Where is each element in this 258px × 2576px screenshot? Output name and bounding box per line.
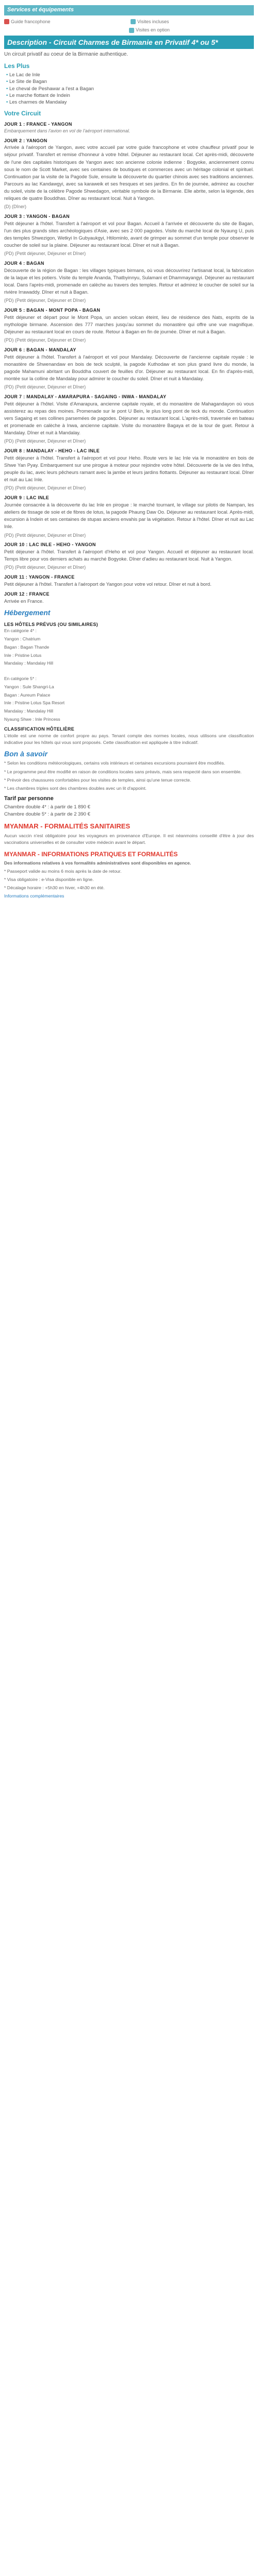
practical-subtitle: Des informations relatives à vos formalités administratives sont disponibles en agence.	[4, 860, 191, 866]
practical-item: * Décalage horaire : +5h30 en hiver, +4h30 en été.	[4, 885, 105, 890]
day-description: Petit déjeuner à l'hôtel. Transfert à l'aéroport de Yangon pour votre vol retour. Dîner et nuit à bord.	[4, 581, 212, 587]
day-block	[4, 307, 254, 344]
day-block	[4, 591, 254, 605]
plus-title: Les Plus	[4, 62, 30, 70]
plus-item: • Le Site de Bagan	[6, 78, 254, 85]
hotel-line: Yangon : Sule Shangri-La	[4, 684, 54, 689]
bon-a-savoir-item: * Selon les conditions météorologiques, certains vols intérieurs et certaines excursions pourraient être modifiés.	[4, 760, 225, 766]
day-heading: JOUR 6 : BAGAN - MANDALAY	[4, 347, 76, 353]
day-description: Journée consacrée à la découverte du lac Inle en pirogue : le marché tournant, le village sur pilotis de Nampan, les ateliers de tissage de soie et de fibres de lotus, la pagode Phaung Daw Oo. Déjeuner au restaurant local. Après-midi, excursion à Indein et ses centaines de stupas anciens envahis par la végétation. Retour à l'hôtel. Dîner et nuit au Lac Inle.	[4, 502, 254, 530]
hotel-line: Bagan : Aureum Palace	[4, 692, 51, 698]
day-block	[4, 448, 254, 492]
hotel-line: Inle : Pristine Lotus	[4, 652, 42, 658]
tab-guide[interactable]	[4, 19, 127, 25]
day-block	[4, 574, 254, 588]
page-title: Description - Circuit Charmes de Birmanie en Privatif 4* ou 5*	[4, 36, 254, 49]
hotel-line: Nyaung Shwe : Inle Princess	[4, 716, 60, 722]
hotel-line: Mandalay : Mandalay Hill	[4, 660, 53, 666]
hotels-list	[4, 628, 254, 722]
hotel-line: Mandalay : Mandalay Hill	[4, 708, 53, 714]
day-meals: (PD) (Petit déjeuner, Déjeuner et Dîner)	[4, 298, 86, 303]
practical-item: * Visa obligatoire : e-Visa disponible en ligne.	[4, 876, 94, 882]
day-block	[4, 213, 254, 257]
day-heading: JOUR 7 : MANDALAY - AMARAPURA - SAGAING - INWA - MANDALAY	[4, 394, 167, 400]
hotels-label: LES HÔTELS PRÉVUS (OU SIMILAIRES)	[4, 621, 98, 627]
day-meals: (PD) (Petit déjeuner, Déjeuner et Dîner)	[4, 438, 86, 444]
bon-a-savoir-item: * Les chambres triples sont des chambres doubles avec un lit d'appoint.	[4, 785, 147, 791]
practical-title: MYANMAR - INFORMATIONS PRATIQUES ET FORMALITÉS	[4, 850, 178, 858]
day-heading: JOUR 1 : FRANCE - YANGON	[4, 122, 72, 127]
optional-visit-icon	[129, 28, 134, 33]
day-block	[4, 394, 254, 445]
plus-list	[4, 72, 254, 106]
tab-visits[interactable]	[131, 19, 254, 25]
tab-optional-visits[interactable]	[129, 27, 254, 33]
plus-item: • Les charmes de Mandalay	[6, 99, 254, 106]
plus-item: • Le cheval de Peshawar a l'est a Bagan	[6, 86, 254, 92]
sanitary-text: Aucun vaccin n'est obligatoire pour les voyageurs en provenance d'Europe. Il est néanmoins conseillé d'être à jour des vaccinations universelles et de consulter votre médecin avant le départ.	[4, 833, 254, 845]
bon-a-savoir-item: * Le programme peut être modifié en raison de conditions locales sans préavis, mais sera respecté dans son ensemble.	[4, 769, 242, 774]
day-heading: JOUR 5 : BAGAN - MONT POPA - BAGAN	[4, 308, 101, 313]
page	[0, 0, 258, 910]
day-heading: JOUR 12 : FRANCE	[4, 591, 50, 597]
price-row: Chambre double 4* : à partir de 1 890 €	[4, 804, 90, 810]
plus-item: • Le Lac de Inle	[6, 72, 254, 78]
day-block	[4, 541, 254, 571]
visit-icon	[131, 19, 136, 24]
tab-guide-label: Guide francophone	[11, 19, 51, 24]
practical-item: * Passeport valide au moins 6 mois après la date de retour.	[4, 868, 122, 874]
day-meals: (PD) (Petit déjeuner, Déjeuner et Dîner)	[4, 532, 86, 538]
day-meals: (PD) (Petit déjeuner, Déjeuner et Dîner)	[4, 251, 86, 257]
day-heading: JOUR 2 : YANGON	[4, 138, 47, 143]
classification-text: L'étoile est une norme de confort propre au pays. Tenant compte des normes locales, nous utilisons une classification indicative pour les hôtels qui vous sont proposés. Cette classification est appliquée à titre indicatif.	[4, 733, 254, 745]
practical-list	[4, 868, 254, 891]
day-meals: (PD) (Petit déjeuner, Déjeuner et Dîner)	[4, 485, 86, 491]
hotel-line: Inle : Pristine Lotus Spa Resort	[4, 700, 65, 706]
services-section-header: Services et équipements	[4, 5, 254, 15]
day-description: Petit déjeuner à l'hôtel. Transfert à l'aéroport d'Heho et vol pour Yangon. Accueil et déjeuner au restaurant local. Temps libre pour vos derniers achats au marché Bogyoke. Dîner d'adieu au restaurant local. Nuit à Yangon.	[4, 549, 254, 562]
itinerary	[4, 121, 254, 605]
day-description: Arrivée à l'aéroport de Yangon, avec votre accueil par votre guide francophone et votre chauffeur privatif pour le séjour privatif. Transfert et remise d'honneur à votre hôtel. Déjeuner au restaurant local. Cet après-midi, découverte de l'une des capitales historiques de Yangon avec son ancienne colonie indienne : Bogyoke, anciennement connu sous le nom de Scott Market, avec ses centaines de boutiques et commerces avec un héritage colonial et spirituel. Continuation par la visite de la Pagode Sule, ensuite la découverte du quartier chinois avec ses traditions anciennes. Parcours au lac Kandawgyi, avec sa karaweik et ses fresques et ses jardins. En fin de journée, admirez au coucher du soleil, visite de la célèbre Pagode Shwedagon, véritable symbole de la Birmanie. Elle abrite, selon la légende, des reliques de quatre Bouddhas. Dîner au restaurant local. Nuit à Yangon.	[4, 145, 254, 201]
hotel-line: Yangon : Chatrium	[4, 636, 41, 642]
day-meals: (PD) (Petit déjeuner, Déjeuner et Dîner)	[4, 565, 86, 570]
day-block	[4, 138, 254, 211]
classification-title: CLASSIFICATION HÔTELIÈRE	[4, 726, 75, 732]
day-heading: JOUR 4 : BAGAN	[4, 261, 44, 266]
bon-a-savoir-list	[4, 760, 254, 791]
price-row: Chambre double 5* : à partir de 2 390 €	[4, 811, 90, 817]
day-heading: JOUR 10 : LAC INLE - HEHO - YANGON	[4, 542, 96, 548]
tab-visits-label: Visites incluses	[137, 19, 169, 24]
day-block	[4, 121, 254, 134]
hotel-line: Bagan : Bagan Thande	[4, 644, 50, 650]
day-block	[4, 495, 254, 538]
day-description: Petit déjeuner à l'hôtel. Visite d'Amarapura, ancienne capitale royale, et du monastère de Mahagandayon où vous assisterez au repas des moines. Promenade sur le pont U Bein, le plus long pont de teck du monde. Continuation vers Sagaing et ses collines parsemées de pagodes. Déjeuner au restaurant local. L'après-midi, traversée en bateau et promenade en calèche à Inwa, ancienne capitale. Visite du monastère Bagaya et de la tour de guet. Retour à Mandalay. Dîner et nuit à Mandalay.	[4, 401, 254, 436]
day-meals: (D) (Dîner)	[4, 204, 26, 210]
bon-a-savoir-item: * Prévoir des chaussures confortables pour les visites de temples, ainsi qu'une tenue correcte.	[4, 777, 191, 783]
plus-item: • Le marche flottant de Indein	[6, 92, 254, 99]
day-description: Petit déjeuner à l'hôtel. Transfert à l'aéroport et vol pour Heho. Route vers le lac Inle via le monastère en bois de Shwe Yan Pyay. Embarquement sur une pirogue à moteur pour rejoindre votre hôtel. Découverte de la vie des Intha, peuple du lac, avec leurs pêcheurs ramant avec la jambe et leurs jardins flottants. Déjeuner au restaurant local. Dîner et nuit au Lac Inle.	[4, 455, 254, 483]
day-block	[4, 347, 254, 391]
day-meals: (PD) (Petit déjeuner, Déjeuner et Dîner)	[4, 337, 86, 343]
more-info-link[interactable]: Informations complémentaires	[4, 893, 64, 899]
hebergement-title: Hébergement	[4, 608, 51, 617]
day-heading: JOUR 9 : LAC INLE	[4, 495, 50, 501]
service-tabs	[4, 19, 254, 25]
bon-a-savoir-title: Bon à savoir	[4, 749, 48, 758]
day-description: Petit déjeuner à l'hôtel. Transfert à l'aéroport et vol pour Mandalay. Découverte de l'ancienne capitale royale : le monastère de Shwenandaw en bois de teck sculpté, la pagode Kuthodaw et son plus grand livre du monde, la pagode Mahamuni abritant un Bouddha couvert de feuilles d'or. Déjeuner au restaurant local. En fin d'après-midi, montée sur la colline de Mandalay pour admirer le coucher du soleil. Dîner et nuit à Mandalay.	[4, 354, 254, 382]
hotel-line	[4, 668, 254, 674]
price-table	[4, 804, 254, 818]
page-subtitle: Un circuit privatif au coeur de la Birmanie authentique.	[4, 52, 128, 58]
price-title: Tarif par personne	[4, 795, 54, 802]
day-description: Arrivée en France.	[4, 598, 44, 604]
tab-optional-label: Visites en option	[136, 27, 170, 33]
guide-icon	[4, 19, 9, 24]
circuit-title: Votre Circuit	[4, 109, 41, 117]
day-description: Découverte de la région de Bagan : les villages typiques birmans, où vous découvrirez l'artisanat local, la fabrication de la laque et les potiers. Visite du temple Ananda, Thatbyinnyu, Sulamani et Dhammayangyi. Déjeuner au restaurant local. Dans l'après-midi, promenade en calèche au travers des temples. Retour et admirez le coucher de soleil sur la rivière Irrawaddy. Dîner et nuit à Bagan.	[4, 267, 254, 295]
day-description: Petit déjeuner à l'hôtel. Transfert à l'aéroport et vol pour Bagan. Accueil à l'arrivée et découverte du site de Bagan, l'un des plus grands sites archéologiques d'Asie, avec ses 2 000 pagodes. Visite du marché local de Nyaung U, puis des temples Shwezigon, Wetkyi In Gubyaukgyi, Htilominlo, avant de grimper au sommet d'un temple pour observer le coucher de soleil sur la plaine. Déjeuner au restaurant local. Dîner et nuit à Bagan.	[4, 221, 254, 248]
day-description: Petit déjeuner et départ pour le Mont Popa, un ancien volcan éteint, lieu de résidence des Nats, esprits de la mythologie birmane. Ascension des 777 marches jusqu'au sommet du monastère qui offre une vue magnifique. Déjeuner au restaurant local en cours de route. Retour à Bagan en fin de journée. Dîner et nuit à Bagan.	[4, 314, 254, 335]
day-heading: JOUR 8 : MANDALAY - HEHO - LAC INLE	[4, 448, 100, 454]
hotel-line: En catégorie 4* :	[4, 628, 37, 634]
hotel-line: En catégorie 5* :	[4, 676, 37, 682]
sanitary-title: MYANMAR - FORMALITÉS SANITAIRES	[4, 822, 131, 831]
day-meals: (PD) (Petit déjeuner, Déjeuner et Dîner)	[4, 384, 86, 390]
day-block	[4, 260, 254, 304]
day-subtitle: Embarquement dans l'avion en vol de l'aéroport international.	[4, 128, 131, 133]
day-heading: JOUR 11 : YANGON - FRANCE	[4, 574, 75, 580]
day-heading: JOUR 3 : YANGON - BAGAN	[4, 214, 70, 219]
